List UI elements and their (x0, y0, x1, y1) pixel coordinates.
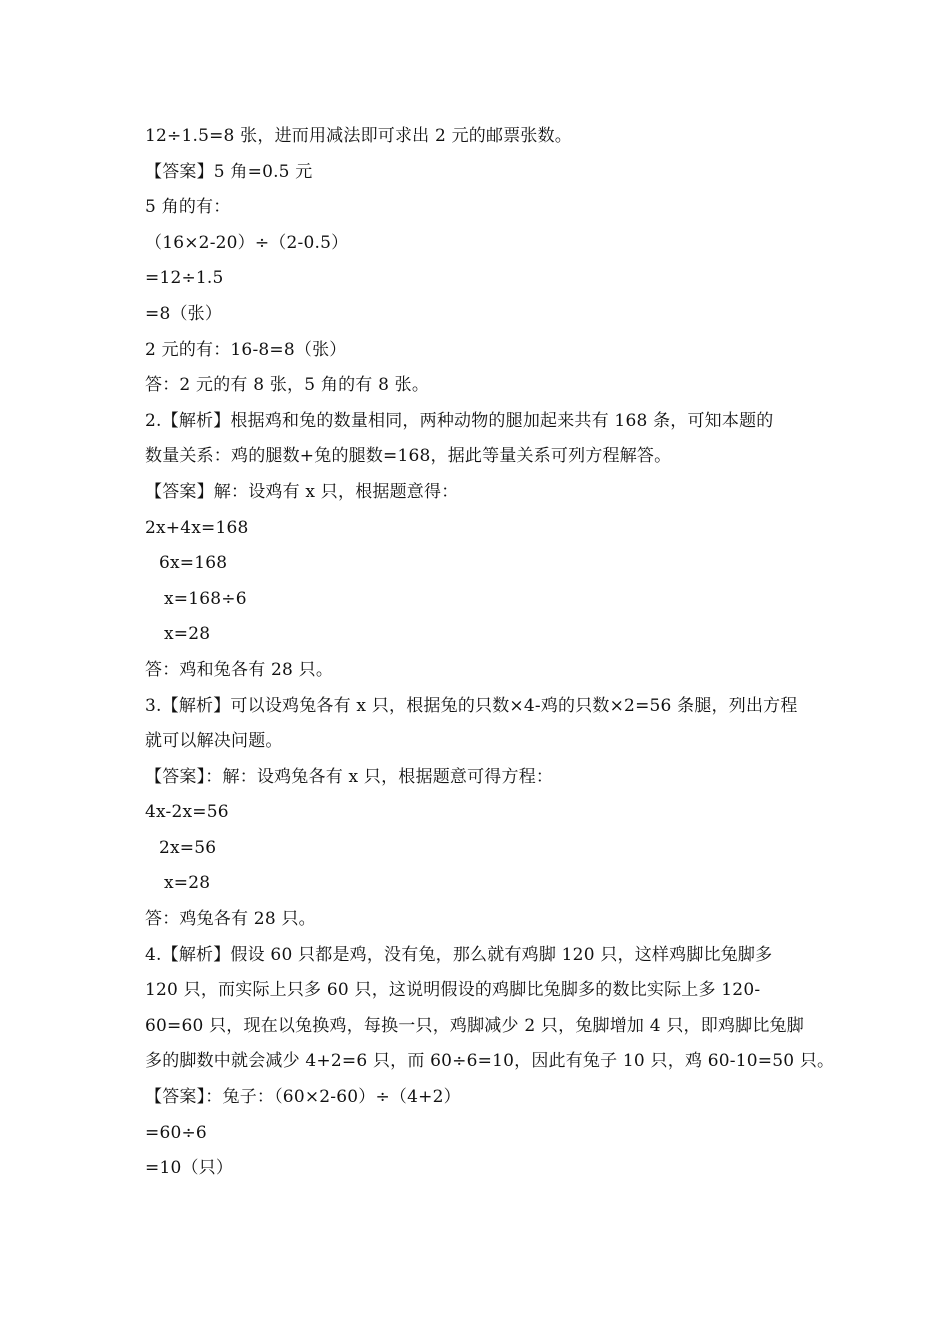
equation-line: =8（张） (145, 303, 223, 324)
equation-line: （16×2-20）÷（2-0.5） (145, 232, 349, 253)
text-line: 2 元的有：16-8=8（张） (145, 339, 347, 360)
equation-line: =10（只） (145, 1158, 234, 1179)
equation-line: =60÷6 (145, 1122, 207, 1143)
analysis-line: 2.【解析】根据鸡和兔的数量相同，两种动物的腿加起来共有 168 条，可知本题的 (145, 410, 774, 431)
answer-line: 【答案】5 角=0.5 元 (145, 161, 313, 182)
equation-line: 2x+4x=168 (145, 517, 249, 538)
equation-line: =12÷1.5 (145, 268, 224, 289)
text-line: 12÷1.5=8 张，进而用减法即可求出 2 元的邮票张数。 (145, 126, 572, 146)
conclusion-line: 答：2 元的有 8 张，5 角的有 8 张。 (145, 375, 430, 396)
answer-line: 【答案】解：设鸡有 x 只，根据题意得： (145, 481, 459, 502)
equation-line: 6x=168 (159, 553, 228, 574)
equation-line: x=28 (164, 624, 211, 645)
answer-line: 【答案】：解：设鸡兔各有 x 只，根据题意可得方程： (145, 766, 554, 787)
analysis-line: 3.【解析】可以设鸡兔各有 x 只，根据兔的只数×4-鸡的只数×2=56 条腿，列出方程 (145, 695, 798, 716)
equation-line: x=28 (164, 873, 211, 894)
analysis-line: 60=60 只，现在以兔换鸡，每换一只，鸡脚减少 2 只，兔脚增加 4 只，即鸡脚比兔脚 (145, 1015, 804, 1036)
document-body (145, 119, 835, 1187)
analysis-line: 数量关系：鸡的腿数+兔的腿数=168，据此等量关系可列方程解答。 (145, 446, 672, 467)
answer-line: 【答案】：兔子：（60×2-60）÷（4+2） (145, 1087, 461, 1108)
analysis-line: 4.【解析】假设 60 只都是鸡，没有兔，那么就有鸡脚 120 只，这样鸡脚比兔脚多 (145, 944, 773, 965)
equation-line: 2x=56 (159, 837, 217, 858)
equation-line: 4x-2x=56 (145, 802, 229, 823)
analysis-line: 就可以解决问题。 (145, 731, 283, 752)
equation-line: x=168÷6 (164, 588, 247, 609)
analysis-line: 120 只，而实际上只多 60 只，这说明假设的鸡脚比兔脚多的数比实际上多 120- (145, 980, 761, 1001)
conclusion-line: 答：鸡兔各有 28 只。 (145, 909, 316, 930)
conclusion-line: 答：鸡和兔各有 28 只。 (145, 659, 334, 680)
text-line: 5 角的有： (145, 197, 231, 218)
analysis-line: 多的脚数中就会减少 4+2=6 只，而 60÷6=10，因此有兔子 10 只，鸡 60-10=50 只。 (145, 1051, 835, 1072)
